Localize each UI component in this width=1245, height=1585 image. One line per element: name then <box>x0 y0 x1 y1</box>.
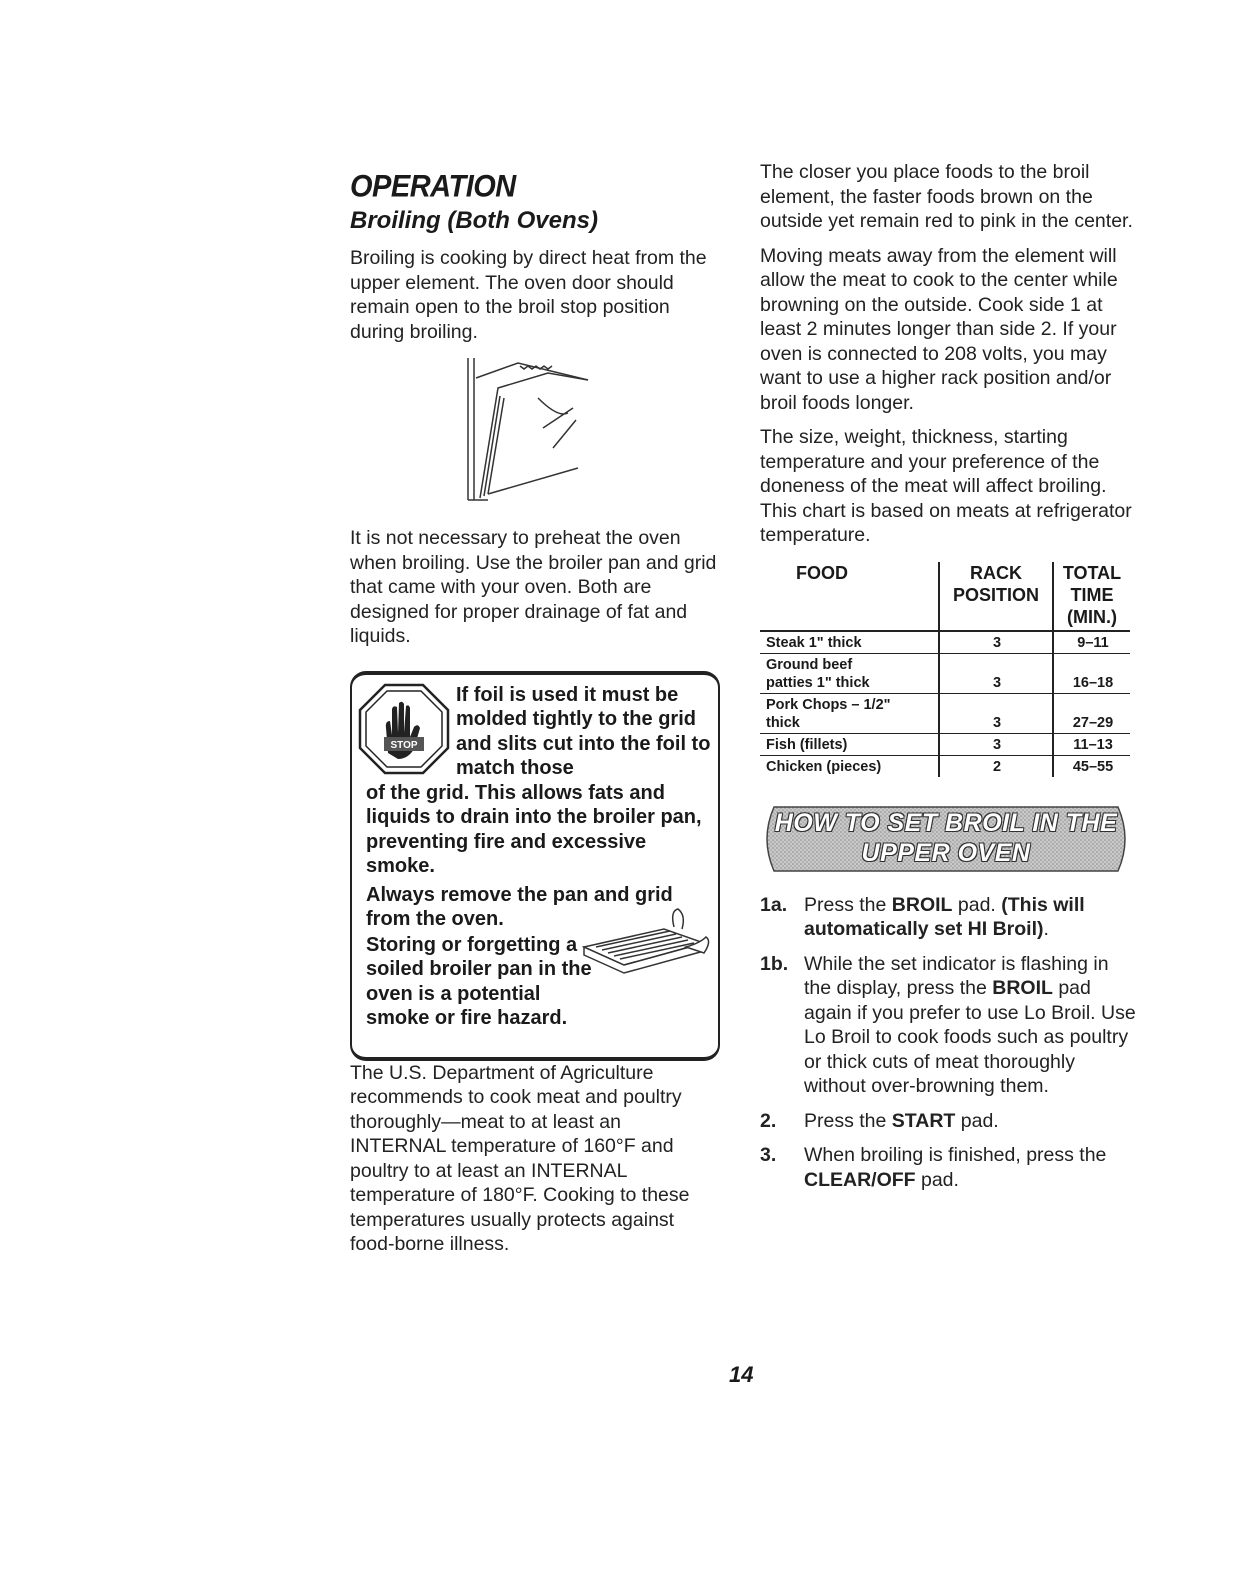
step-text: While the set indicator is flashing in the display, press the <box>804 952 1109 999</box>
table-row <box>760 733 1130 755</box>
foil-warning-box <box>350 671 720 1061</box>
cell-food: Chicken (pieces) <box>766 758 882 775</box>
size-paragraph: The size, weight, thickness, starting temperature and your preference of the doneness of the meat will affect broiling. This chart is based on meats at refrigerator temperature. <box>760 426 1132 546</box>
cell-rack: 3 <box>939 653 1053 693</box>
banner-line-2: UPPER OVEN <box>861 838 1031 867</box>
broiler-pan-icon <box>574 907 714 987</box>
step-text: . <box>1043 918 1049 940</box>
table-row <box>760 653 1130 693</box>
cell-food: Steak 1" thick <box>760 631 939 654</box>
oven-door-icon <box>458 358 608 508</box>
cell-food: Pork Chops – 1/2" thick <box>760 693 939 733</box>
left-column <box>350 168 722 1257</box>
broil-steps-list <box>760 893 1140 1193</box>
page-number: 14 <box>729 1362 754 1387</box>
step-text: pad. <box>955 1109 999 1132</box>
intro-paragraph: Broiling is cooking by direct heat from the upper element. The oven door should remain open to the broil stop position during broiling. <box>350 247 707 343</box>
step-text: When broiling is finished, press the <box>804 1144 1107 1166</box>
warning-text-1: If foil is used it must be molded tightly to the grid and slits cut into the foil to match those <box>456 683 711 779</box>
col-header-food: FOOD <box>760 562 939 631</box>
cell-time: 27–29 <box>1053 693 1130 733</box>
table-row <box>760 693 1130 733</box>
step-item <box>760 952 1140 1099</box>
banner-line-1: HOW TO SET BROIL IN THE <box>774 808 1118 837</box>
col-header-rack: RACK POSITION <box>939 562 1053 631</box>
step-text: pad. <box>952 893 1002 916</box>
clear-off-key-label: CLEAR/OFF <box>804 1168 916 1191</box>
cell-rack: 3 <box>939 693 1053 733</box>
step-number: 2. <box>760 1109 777 1132</box>
table-header-row <box>760 562 1130 631</box>
broil-key-label: BROIL <box>891 893 953 916</box>
step-text: pad. <box>915 1168 959 1191</box>
oven-door-illustration <box>350 358 722 508</box>
cell-rack: 3 <box>939 631 1053 654</box>
broil-upper-oven-banner <box>760 803 1132 875</box>
closer-paragraph: The closer you place foods to the broil element, the faster foods brown on the outside yet remain red to pink in the center. <box>760 161 1133 232</box>
stop-hand-icon <box>358 683 450 775</box>
cell-time: 11–13 <box>1053 733 1130 755</box>
table-row <box>760 631 1130 654</box>
step-number: 1a. <box>760 893 788 916</box>
step-text: pad again if you prefer to use Lo Broil. Use Lo Broil to cook foods such as poultry or thick cuts of meat thoroughly without over-browning them. <box>804 977 1136 1097</box>
table-row <box>760 755 1130 777</box>
warning-text-2: of the grid. This allows fats and liquids to drain into the broiler pan, preventing fire and excessive smoke. <box>366 781 702 877</box>
cell-time: 9–11 <box>1053 631 1130 654</box>
cell-time: 45–55 <box>1053 755 1130 777</box>
start-key-label: START <box>891 1109 956 1132</box>
moving-paragraph: Moving meats away from the element will allow the meat to cook to the center while browning on the outside. Cook side 1 at least 2 minutes longer than side 2. If your oven is connected to 208 volts, you may want to use a higher rack position and/or broil foods longer. <box>760 244 1118 414</box>
preheat-paragraph: It is not necessary to preheat the oven when broiling. Use the broiler pan and grid that came with your oven. Both are designed for proper drainage of fat and liquids. <box>350 527 717 647</box>
step-number: 3. <box>760 1144 777 1166</box>
warning-text-4: Storing or forgetting a soiled broiler pan in the oven is a potential smoke or fire hazard. <box>366 933 592 1029</box>
warning-text-3: Always remove the pan and grid from the oven. <box>366 883 673 930</box>
broil-chart-table <box>760 562 1130 777</box>
step-item <box>760 1143 1140 1192</box>
step-bold-note: (This will automatically set HI Broil) <box>804 893 1085 940</box>
cell-rack: 3 <box>939 733 1053 755</box>
step-item <box>760 893 1140 942</box>
col-header-time: TOTAL TIME (MIN.) <box>1053 562 1130 631</box>
step-text: Press the <box>804 893 892 916</box>
step-item <box>760 1109 1140 1134</box>
step-text: Press the <box>804 1109 892 1132</box>
section-subtitle: Broiling (Both Ovens) <box>350 207 598 234</box>
cell-food: Fish (fillets) <box>760 733 939 755</box>
usda-paragraph: The U.S. Department of Agriculture recommends to cook meat and poultry thoroughly—meat to at least an INTERNAL temperature of 160°F and poultry to at least an INTERNAL temperature of 180°F. Cooking to these temperatures usually protects against food-borne illness. <box>350 1061 690 1255</box>
broil-key-label: BROIL <box>992 977 1053 999</box>
right-column <box>760 160 1140 1202</box>
cell-food: Ground beef patties 1" thick <box>760 653 939 693</box>
step-number: 1b. <box>760 952 789 975</box>
stop-sign-text: STOP <box>390 739 418 751</box>
cell-rack: 2 <box>939 755 1053 777</box>
section-title: OPERATION <box>350 169 516 205</box>
cell-time: 16–18 <box>1053 653 1130 693</box>
